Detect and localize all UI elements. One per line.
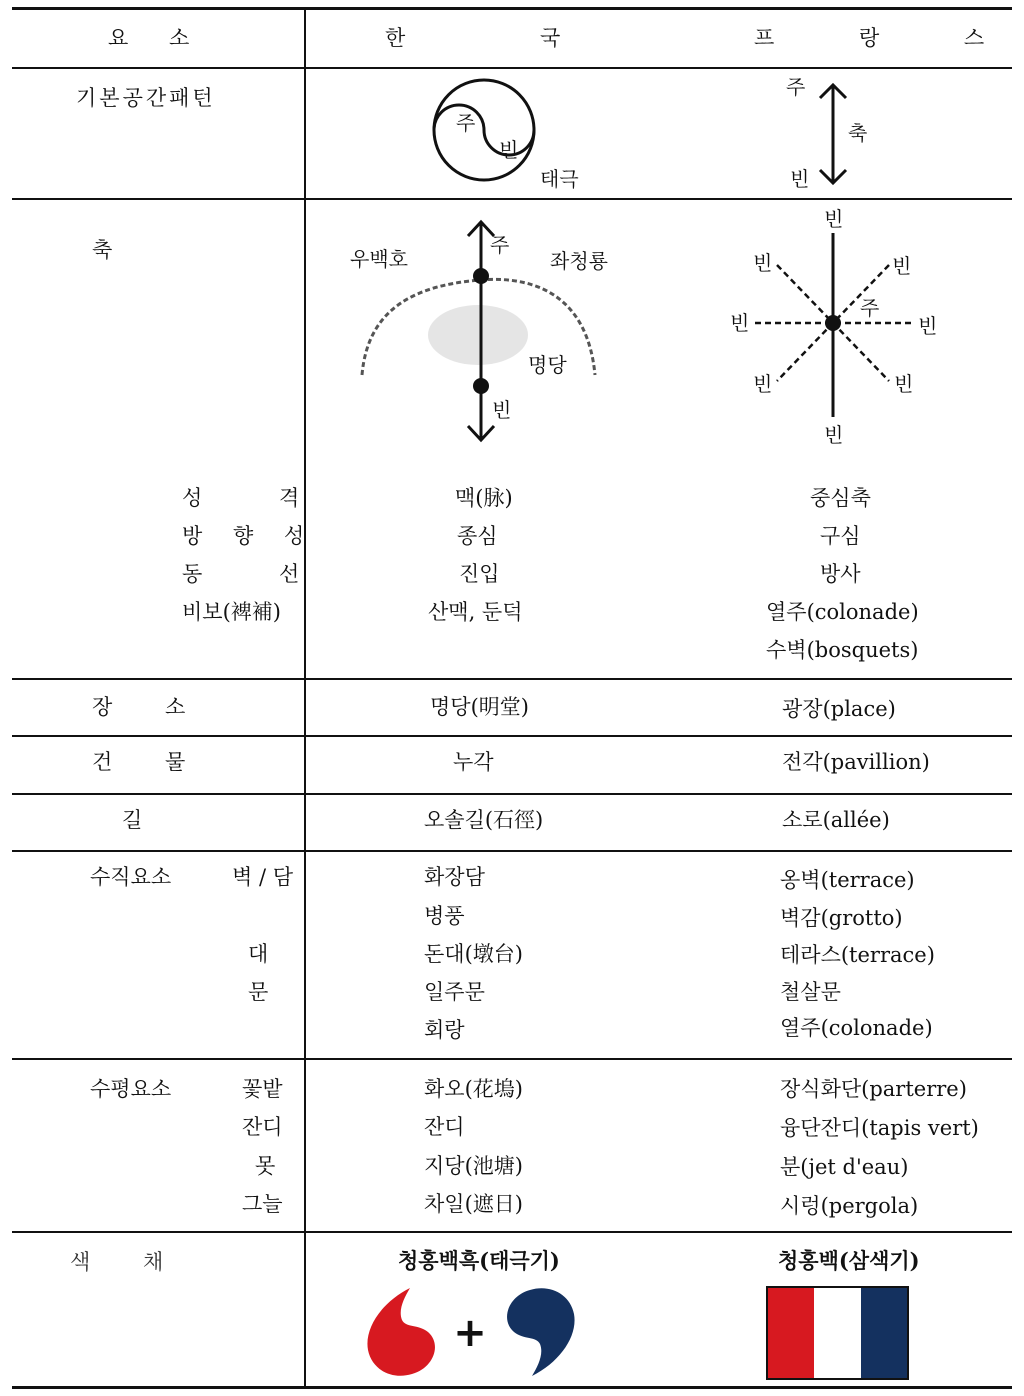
france-radial-end-n: 빈 [824,207,844,231]
column-divider [304,8,306,1388]
france-radial-end-w: 빈 [730,311,750,335]
color-label: 색 채 [70,1250,164,1274]
attr-label-bibo: 비보(裨補) [182,600,281,624]
attr-korea-movement: 진입 [459,562,500,586]
attr-label-movement: 동 선 [182,562,300,586]
horizontal-korea-2: 지당(池塘) [424,1154,523,1178]
france-radial-diagram [720,205,950,450]
france-pattern-sub-label: 빈 [790,167,810,191]
path-label: 길 [122,808,143,832]
vertical-france-3: 철살문 [780,980,841,1004]
color-korea: 청홍백흑(태극기) [398,1248,560,1273]
header-korea: 한 국 [385,26,561,50]
vertical-france-4: 열주(colonade) [780,1016,933,1040]
vertical-korea-2: 돈대(墩台) [424,942,523,966]
rule-header [12,67,1012,69]
rule-axis [12,678,1012,680]
rule-building [12,793,1012,795]
color-france: 청홍백(삼색기) [778,1248,920,1273]
vertical-france-1: 벽감(grotto) [780,906,903,930]
attr-korea-character: 맥(脉) [455,486,513,510]
vertical-france-2: 테라스(terrace) [780,943,935,967]
horizontal-france-0: 장식화단(parterre) [780,1077,967,1101]
vertical-france-0: 옹벽(terrace) [780,868,915,892]
taegeuk-sub-label: 빈 [499,138,519,162]
vertical-sub-platform: 대 [248,942,269,966]
axis-label: 축 [92,238,113,262]
flag-red-band [767,1287,814,1379]
horizontal-france-3: 시렁(pergola) [780,1194,919,1218]
vertical-korea-3: 일주문 [424,980,485,1004]
france-radial-end-s: 빈 [824,423,844,447]
attr-korea-bibo: 산맥, 둔덕 [428,600,523,624]
france-axis-diagram [780,72,900,192]
france-radial-end-nw: 빈 [753,251,773,275]
blue-tomoe-shape [507,1288,575,1376]
path-korea: 오솔길(石徑) [424,808,544,832]
rule-bottom [12,1386,1012,1389]
attr-france-character: 중심축 [810,486,871,510]
building-france: 전각(pavillion) [782,750,930,774]
rule-top [12,7,1012,10]
france-radial-end-sw: 빈 [753,372,773,396]
vertical-korea-0: 화장담 [424,865,485,889]
france-radial-end-e: 빈 [918,314,938,338]
horizontal-france-1: 융단잔디(tapis vert) [780,1116,979,1140]
horizontal-sub-lawn: 잔디 [242,1115,283,1139]
korea-axis-right-label: 좌청룡 [550,249,608,273]
header-element: 요 소 [108,26,190,50]
france-radial-center-label: 주 [860,296,880,320]
taegeuk-diagram [420,80,620,195]
rule-place [12,735,1012,737]
vertical-korea-4: 회랑 [424,1018,465,1042]
place-korea: 명당(明堂) [430,695,529,719]
horizontal-sub-shade: 그늘 [242,1192,283,1216]
horizontal-korea-3: 차일(遮日) [424,1192,523,1216]
korea-axis-top-label: 주 [490,233,510,257]
flag-white-band [814,1287,861,1379]
rule-horizontal [12,1231,1012,1233]
taegeuk-main-label: 주 [456,111,476,135]
korea-axis-left-label: 우백호 [350,247,408,271]
place-france: 광장(place) [782,697,896,721]
horizontal-korea-0: 화오(花塢) [424,1077,523,1101]
vertical-label: 수직요소 [90,865,172,889]
rule-pattern [12,198,1012,200]
attr-france-bibo: 열주(colonade) [766,600,919,624]
attr-france-bibo-extra: 수벽(bosquets) [766,638,919,662]
horizontal-korea-1: 잔디 [424,1115,465,1139]
vertical-korea-1: 병풍 [424,904,465,928]
horizontal-sub-pond: 못 [255,1154,276,1178]
attr-label-character: 성 격 [182,486,300,510]
pattern-label: 기본공간패턴 [76,86,216,110]
france-pattern-axis-label: 축 [848,121,868,145]
place-label: 장 소 [92,695,186,719]
attr-france-direction: 구심 [820,524,861,548]
rule-vertical [12,1058,1012,1060]
header-france: 프 랑 스 [754,26,985,50]
france-radial-end-ne: 빈 [892,254,912,278]
korea-axis-bottom-label: 빈 [492,398,512,422]
horizontal-label: 수평요소 [90,1077,172,1101]
plus-sign: + [453,1310,487,1356]
attr-france-movement: 방사 [820,562,861,586]
taegeuk-color-symbol [362,1284,586,1380]
flag-blue-band [861,1287,908,1379]
building-korea: 누각 [453,750,494,774]
horizontal-sub-flowerbed: 꽃밭 [242,1077,283,1101]
building-label: 건 물 [92,750,186,774]
korea-axis-diagram [340,210,620,450]
path-france: 소로(allée) [782,808,890,832]
tricolore-flag [766,1286,910,1381]
vertical-sub-wall: 벽 / 담 [232,865,293,889]
taegeuk-name-label: 태극 [540,167,579,191]
attr-label-direction: 방 향 성 [182,524,305,548]
france-pattern-main-label: 주 [786,75,806,99]
attr-korea-direction: 종심 [457,524,498,548]
rule-path [12,850,1012,852]
france-radial-end-se: 빈 [894,372,914,396]
horizontal-france-2: 분(jet d'eau) [780,1155,909,1179]
vertical-sub-gate: 문 [248,980,269,1004]
korea-axis-center-label: 명당 [528,353,567,377]
red-tomoe-shape [367,1288,435,1376]
